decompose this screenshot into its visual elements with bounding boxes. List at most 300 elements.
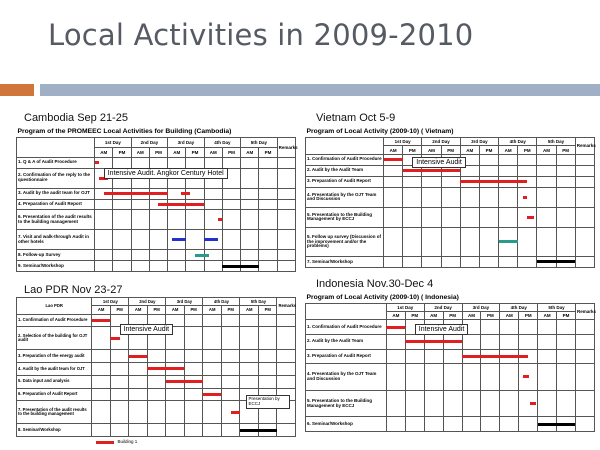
pm-header: PM bbox=[258, 306, 277, 314]
vietnam-label: Vietnam Oct 5-9 bbox=[316, 112, 396, 124]
pm-header: PM bbox=[110, 306, 129, 314]
day-header: 2nd Day bbox=[129, 298, 166, 306]
schedule-cell bbox=[204, 199, 222, 210]
am-header: AM bbox=[386, 312, 405, 320]
pm-header: PM bbox=[186, 147, 204, 157]
schedule-cell bbox=[222, 157, 240, 168]
activity-label: 7. Seminar/Workshop bbox=[306, 256, 384, 267]
schedule-bar-black bbox=[222, 265, 259, 268]
schedule-cell bbox=[222, 210, 240, 230]
schedule-bar-black bbox=[538, 423, 576, 426]
schedule-cell bbox=[166, 401, 185, 424]
schedule-cell bbox=[443, 349, 462, 364]
schedule-cell bbox=[518, 256, 537, 267]
schedule-cell bbox=[277, 424, 296, 437]
schedule-cell bbox=[129, 375, 148, 388]
schedule-cell bbox=[384, 165, 403, 176]
schedule-cell bbox=[538, 320, 557, 335]
schedule-cell bbox=[499, 256, 518, 267]
schedule-cell bbox=[386, 390, 405, 417]
schedule-bar-red bbox=[384, 158, 403, 161]
schedule-cell bbox=[149, 250, 167, 261]
activity-label: 7. Presentation of the audit results to the building management bbox=[17, 401, 92, 424]
schedule-cell bbox=[203, 375, 222, 388]
activity-col-header: Lao PDR bbox=[17, 298, 92, 315]
schedule-cell bbox=[129, 363, 148, 376]
remarks-header: Remarks bbox=[277, 298, 296, 315]
day-header: 4th Day bbox=[203, 298, 240, 306]
schedule-cell bbox=[186, 210, 204, 230]
schedule-bar-red bbox=[527, 216, 534, 219]
schedule-cell bbox=[556, 154, 575, 165]
schedule-cell bbox=[113, 210, 131, 230]
schedule-cell bbox=[556, 227, 575, 256]
am-header: AM bbox=[166, 306, 185, 314]
schedule-bar-red bbox=[523, 375, 529, 378]
schedule-cell bbox=[147, 388, 166, 401]
schedule-cell bbox=[460, 227, 479, 256]
schedule-cell bbox=[95, 210, 113, 230]
schedule-bar-blue bbox=[172, 238, 186, 241]
schedule-cell bbox=[403, 207, 422, 227]
schedule-cell bbox=[556, 176, 575, 187]
schedule-cell bbox=[424, 390, 443, 417]
schedule-cell bbox=[131, 199, 149, 210]
schedule-cell bbox=[443, 417, 462, 432]
pm-header: PM bbox=[222, 147, 240, 157]
chart-title: Program of Local Activity (2009-10) ( Indonesia) bbox=[306, 293, 459, 301]
activity-label: 1. Confirmation of Audit Procedure bbox=[306, 154, 384, 165]
schedule-cell bbox=[557, 349, 576, 364]
schedule-cell bbox=[481, 334, 500, 349]
schedule-cell bbox=[537, 165, 556, 176]
activity-label: 2. Audit by the Audit Team bbox=[306, 334, 387, 349]
schedule-cell bbox=[92, 363, 111, 376]
schedule-cell bbox=[204, 188, 222, 199]
schedule-cell bbox=[241, 199, 259, 210]
activity-label: 9. Seminar/Workshop bbox=[17, 261, 95, 272]
schedule-cell bbox=[203, 363, 222, 376]
pm-header: PM bbox=[518, 146, 537, 154]
am-header: AM bbox=[462, 312, 481, 320]
schedule-cell bbox=[113, 230, 131, 250]
schedule-cell bbox=[222, 199, 240, 210]
activity-row bbox=[306, 176, 595, 187]
pm-header: PM bbox=[441, 146, 460, 154]
schedule-cell bbox=[95, 199, 113, 210]
schedule-cell bbox=[384, 207, 403, 227]
schedule-cell bbox=[241, 157, 259, 168]
activity-row bbox=[306, 207, 595, 227]
schedule-cell bbox=[203, 401, 222, 424]
activity-col-header bbox=[306, 303, 387, 320]
schedule-cell bbox=[575, 390, 594, 417]
schedule-cell bbox=[131, 230, 149, 250]
schedule-bar-red bbox=[386, 326, 405, 329]
schedule-bar-teal bbox=[195, 254, 209, 257]
schedule-cell bbox=[240, 327, 259, 350]
schedule-cell bbox=[405, 364, 424, 391]
schedule-cell bbox=[479, 207, 498, 227]
schedule-cell bbox=[518, 227, 537, 256]
schedule-cell bbox=[147, 424, 166, 437]
schedule-cell bbox=[441, 207, 460, 227]
schedule-cell bbox=[556, 165, 575, 176]
am-header: AM bbox=[500, 312, 519, 320]
schedule-bar-red bbox=[158, 203, 204, 206]
schedule-cell bbox=[518, 165, 537, 176]
callout-box: Intensive Audit bbox=[412, 157, 466, 168]
remarks-header: Remarks bbox=[277, 137, 295, 157]
schedule-bar-red bbox=[129, 355, 148, 358]
gantt-chart-cambodia bbox=[16, 127, 296, 272]
schedule-cell bbox=[184, 350, 203, 363]
chart-title: Program of Local Activity (2009-10) ( Vietnam) bbox=[306, 127, 454, 135]
am-header: AM bbox=[92, 306, 111, 314]
am-header: AM bbox=[241, 147, 259, 157]
schedule-cell bbox=[277, 363, 296, 376]
schedule-cell bbox=[92, 350, 111, 363]
schedule-bar-red bbox=[405, 340, 462, 343]
pm-header: PM bbox=[113, 147, 131, 157]
day-header: 1st Day bbox=[386, 303, 424, 311]
activity-label: 1. Q & A of Audit Procedure bbox=[17, 157, 95, 168]
schedule-cell bbox=[277, 261, 295, 272]
pm-header: PM bbox=[557, 312, 576, 320]
schedule-cell bbox=[386, 349, 405, 364]
schedule-cell bbox=[403, 227, 422, 256]
schedule-cell bbox=[110, 388, 129, 401]
schedule-cell bbox=[384, 256, 403, 267]
schedule-cell bbox=[538, 364, 557, 391]
am-header: AM bbox=[129, 306, 148, 314]
day-header: 1st Day bbox=[384, 137, 422, 145]
schedule-cell bbox=[221, 424, 240, 437]
am-header: AM bbox=[95, 147, 113, 157]
schedule-cell bbox=[259, 199, 277, 210]
schedule-cell bbox=[405, 349, 424, 364]
schedule-cell bbox=[95, 230, 113, 250]
schedule-cell bbox=[95, 250, 113, 261]
schedule-cell bbox=[405, 417, 424, 432]
schedule-cell bbox=[460, 187, 479, 207]
indonesia-label: Indonesia Nov.30-Dec 4 bbox=[316, 278, 434, 290]
schedule-cell bbox=[259, 261, 277, 272]
activity-label: 3. Preparation of Audit Report bbox=[306, 349, 387, 364]
activity-label: 5. Data input and analysis bbox=[17, 375, 92, 388]
activity-label: 6. Seminar/Workshop bbox=[306, 417, 387, 432]
activity-row bbox=[17, 199, 296, 210]
day-header: 2nd Day bbox=[422, 137, 460, 145]
activity-col-header bbox=[17, 137, 95, 157]
schedule-cell bbox=[110, 401, 129, 424]
schedule-cell bbox=[110, 363, 129, 376]
schedule-cell bbox=[277, 327, 296, 350]
schedule-cell bbox=[500, 417, 519, 432]
callout-box: Intensive Audit bbox=[120, 324, 174, 335]
schedule-cell bbox=[575, 227, 594, 256]
schedule-cell bbox=[222, 230, 240, 250]
schedule-cell bbox=[403, 256, 422, 267]
schedule-cell bbox=[92, 327, 111, 350]
day-header: 2nd Day bbox=[131, 137, 168, 147]
activity-row bbox=[17, 375, 296, 388]
schedule-cell bbox=[575, 417, 594, 432]
schedule-cell bbox=[479, 165, 498, 176]
schedule-bar-red bbox=[110, 337, 119, 340]
schedule-cell bbox=[481, 364, 500, 391]
schedule-cell bbox=[462, 390, 481, 417]
pm-header: PM bbox=[556, 146, 575, 154]
schedule-cell bbox=[424, 364, 443, 391]
schedule-cell bbox=[460, 207, 479, 227]
schedule-cell bbox=[241, 250, 259, 261]
activity-row bbox=[17, 350, 296, 363]
schedule-cell bbox=[113, 250, 131, 261]
legend-label: Building 1 bbox=[117, 438, 138, 444]
schedule-bar-red bbox=[462, 355, 528, 358]
schedule-cell bbox=[479, 187, 498, 207]
schedule-bar-red bbox=[218, 218, 223, 221]
schedule-cell bbox=[184, 363, 203, 376]
schedule-cell bbox=[499, 154, 518, 165]
schedule-cell bbox=[537, 187, 556, 207]
activity-row bbox=[306, 364, 595, 391]
schedule-cell bbox=[222, 250, 240, 261]
schedule-cell bbox=[277, 199, 295, 210]
pm-header: PM bbox=[221, 306, 240, 314]
schedule-cell bbox=[184, 314, 203, 327]
callout-box: Presentation by ECCJ bbox=[246, 395, 290, 409]
schedule-cell bbox=[277, 350, 296, 363]
schedule-cell bbox=[499, 207, 518, 227]
schedule-cell bbox=[184, 388, 203, 401]
schedule-cell bbox=[386, 334, 405, 349]
schedule-cell bbox=[203, 314, 222, 327]
pm-header: PM bbox=[479, 146, 498, 154]
schedule-cell bbox=[479, 256, 498, 267]
activity-row bbox=[17, 210, 296, 230]
schedule-cell bbox=[403, 176, 422, 187]
remarks-header: Remarks bbox=[575, 303, 594, 320]
gantt-chart-lao bbox=[16, 297, 297, 444]
schedule-cell bbox=[149, 210, 167, 230]
schedule-cell bbox=[147, 401, 166, 424]
schedule-cell bbox=[462, 334, 481, 349]
schedule-cell bbox=[221, 363, 240, 376]
schedule-cell bbox=[113, 199, 131, 210]
schedule-cell bbox=[441, 187, 460, 207]
activity-label: 4. Presentation by the OJT Team and Discussion bbox=[306, 364, 387, 391]
schedule-cell bbox=[259, 168, 277, 188]
remarks-header: Remarks bbox=[575, 137, 594, 154]
schedule-cell bbox=[92, 424, 111, 437]
day-header: 4th Day bbox=[500, 303, 538, 311]
schedule-cell bbox=[168, 250, 186, 261]
schedule-cell bbox=[149, 261, 167, 272]
schedule-cell bbox=[557, 364, 576, 391]
schedule-cell bbox=[575, 320, 594, 335]
activity-label: 5. Presentation to the Building Management by ECCJ bbox=[306, 390, 387, 417]
schedule-cell bbox=[499, 165, 518, 176]
schedule-cell bbox=[129, 401, 148, 424]
schedule-cell bbox=[110, 424, 129, 437]
schedule-cell bbox=[241, 168, 259, 188]
schedule-cell bbox=[479, 154, 498, 165]
schedule-cell bbox=[204, 157, 222, 168]
gantt-chart-indonesia bbox=[305, 292, 595, 432]
schedule-cell bbox=[131, 157, 149, 168]
activity-label: 1. Confirmation of Audit Procedure bbox=[17, 314, 92, 327]
schedule-cell bbox=[481, 320, 500, 335]
am-header: AM bbox=[499, 146, 518, 154]
schedule-bar-red bbox=[147, 367, 184, 370]
schedule-cell bbox=[277, 210, 295, 230]
schedule-cell bbox=[184, 327, 203, 350]
schedule-cell bbox=[519, 320, 538, 335]
activity-row bbox=[17, 157, 296, 168]
schedule-cell bbox=[556, 187, 575, 207]
schedule-cell bbox=[258, 350, 277, 363]
schedule-cell bbox=[186, 230, 204, 250]
pm-header: PM bbox=[405, 312, 424, 320]
schedule-cell bbox=[277, 188, 295, 199]
schedule-cell bbox=[462, 417, 481, 432]
activity-label: 4. Preparation of Audit Report bbox=[17, 199, 95, 210]
day-header: 3rd Day bbox=[460, 137, 498, 145]
schedule-bar-red bbox=[523, 196, 528, 199]
chart-title: Program of the PROMEEC Local Activities for Building (Cambodia) bbox=[17, 128, 232, 136]
activity-label: 6. Presentation of the audit results to the building management bbox=[17, 210, 95, 230]
activity-label: 3. Preparation of Audit Report bbox=[306, 176, 384, 187]
schedule-bar-red bbox=[403, 169, 461, 172]
schedule-bar-black bbox=[240, 429, 277, 432]
activity-row bbox=[306, 227, 595, 256]
schedule-cell bbox=[537, 154, 556, 165]
schedule-cell bbox=[186, 261, 204, 272]
schedule-cell bbox=[184, 424, 203, 437]
day-header: 5th Day bbox=[537, 137, 575, 145]
schedule-cell bbox=[240, 375, 259, 388]
schedule-cell bbox=[186, 157, 204, 168]
day-header: 2nd Day bbox=[424, 303, 462, 311]
schedule-cell bbox=[258, 327, 277, 350]
am-header: AM bbox=[384, 146, 403, 154]
activity-label: 8. Follow-up Survey bbox=[17, 250, 95, 261]
schedule-cell bbox=[277, 168, 295, 188]
schedule-cell bbox=[386, 417, 405, 432]
schedule-cell bbox=[479, 227, 498, 256]
schedule-cell bbox=[443, 390, 462, 417]
activity-label: 2. Confirmation of the reply to the questionnaire bbox=[17, 168, 95, 188]
day-header: 4th Day bbox=[499, 137, 537, 145]
schedule-cell bbox=[405, 390, 424, 417]
am-header: AM bbox=[203, 306, 222, 314]
schedule-bar-red bbox=[530, 402, 536, 405]
schedule-cell bbox=[166, 350, 185, 363]
schedule-cell bbox=[149, 157, 167, 168]
schedule-cell bbox=[258, 363, 277, 376]
slide-title: Local Activities in 2009-2010 bbox=[48, 18, 474, 52]
schedule-cell bbox=[441, 256, 460, 267]
schedule-cell bbox=[422, 176, 441, 187]
schedule-cell bbox=[422, 256, 441, 267]
schedule-bar-red bbox=[203, 393, 222, 396]
schedule-cell bbox=[537, 207, 556, 227]
activity-label: 1. Confirmation of Audit Procedure bbox=[306, 320, 387, 335]
am-header: AM bbox=[168, 147, 186, 157]
schedule-cell bbox=[422, 207, 441, 227]
schedule-cell bbox=[481, 390, 500, 417]
activity-label: 6. Preparation of Audit Report bbox=[17, 388, 92, 401]
schedule-cell bbox=[386, 364, 405, 391]
schedule-cell bbox=[131, 261, 149, 272]
schedule-cell bbox=[556, 207, 575, 227]
schedule-cell bbox=[557, 320, 576, 335]
schedule-cell bbox=[575, 256, 594, 267]
schedule-cell bbox=[575, 165, 594, 176]
schedule-cell bbox=[131, 210, 149, 230]
schedule-cell bbox=[422, 187, 441, 207]
am-header: AM bbox=[424, 312, 443, 320]
schedule-cell bbox=[129, 424, 148, 437]
lao-label: Lao PDR Nov 23-27 bbox=[24, 284, 123, 296]
pm-header: PM bbox=[403, 146, 422, 154]
schedule-cell bbox=[462, 364, 481, 391]
schedule-cell bbox=[259, 230, 277, 250]
schedule-cell bbox=[557, 334, 576, 349]
schedule-cell bbox=[537, 176, 556, 187]
schedule-cell bbox=[131, 250, 149, 261]
pm-header: PM bbox=[184, 306, 203, 314]
schedule-cell bbox=[277, 314, 296, 327]
schedule-cell bbox=[166, 424, 185, 437]
schedule-cell bbox=[221, 388, 240, 401]
schedule-cell bbox=[424, 417, 443, 432]
schedule-cell bbox=[403, 187, 422, 207]
activity-row bbox=[306, 187, 595, 207]
activity-label: 4. Presentation by the OJT Team and Discussion bbox=[306, 187, 384, 207]
am-header: AM bbox=[538, 312, 557, 320]
schedule-bar-red bbox=[92, 319, 111, 322]
day-header: 5th Day bbox=[240, 298, 277, 306]
day-header: 3rd Day bbox=[166, 298, 203, 306]
schedule-cell bbox=[500, 320, 519, 335]
activity-label: 7. Visit and walk-through Audit in other hotels bbox=[17, 230, 95, 250]
schedule-cell bbox=[221, 375, 240, 388]
schedule-cell bbox=[518, 187, 537, 207]
schedule-cell bbox=[113, 261, 131, 272]
schedule-cell bbox=[441, 227, 460, 256]
schedule-cell bbox=[537, 227, 556, 256]
pm-header: PM bbox=[259, 147, 277, 157]
schedule-cell bbox=[222, 188, 240, 199]
am-header: AM bbox=[460, 146, 479, 154]
schedule-cell bbox=[184, 401, 203, 424]
schedule-cell bbox=[221, 350, 240, 363]
schedule-bar-red bbox=[460, 180, 527, 183]
day-header: 4th Day bbox=[204, 137, 241, 147]
schedule-cell bbox=[538, 390, 557, 417]
am-header: AM bbox=[131, 147, 149, 157]
schedule-cell bbox=[519, 334, 538, 349]
activity-label: 5. Follow up survey (Discussion of the improvement and/or the problems) bbox=[306, 227, 384, 256]
schedule-bar-red bbox=[231, 411, 240, 414]
pm-header: PM bbox=[481, 312, 500, 320]
schedule-cell bbox=[240, 314, 259, 327]
schedule-cell bbox=[168, 261, 186, 272]
accent-bar bbox=[0, 84, 34, 96]
